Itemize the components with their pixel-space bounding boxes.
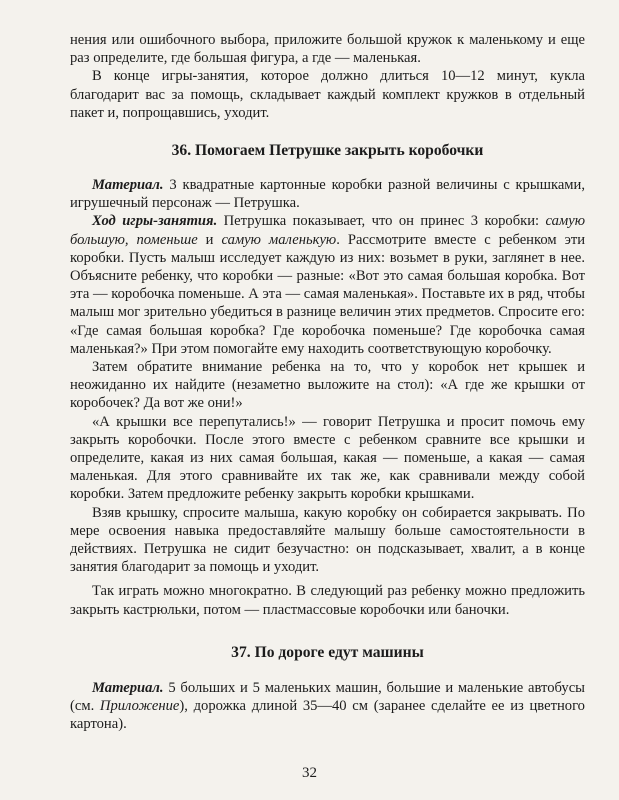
page-content: [70, 31, 585, 734]
material-text: ), дорожка длиной 35—40 см (заранее сделайте ее из цветного картона).: [70, 698, 585, 733]
section-title-36: 36. Помогаем Петрушке закрыть коробочки: [171, 142, 484, 160]
material-paragraph: [70, 176, 585, 212]
text-paragraph: Взяв крышку, спросите малыша, какую коробку он собирается закрывать. По мере освоения навыка предоставляйте малышу больше самостоятельности в действиях. Петрушка не сидит безучастно: он подсказывает, хвалит, а в конце занятия благодарит за помощь и уходит.: [70, 504, 585, 576]
material-label: Материал.: [92, 679, 164, 696]
text-paragraph: Так играть можно многократно. В следующий раз ребенку можно предложить закрыть кастрюльки, потом — пластмассовые коробочки или баночки.: [70, 583, 585, 618]
text-paragraph: В конце игры-занятия, которое должно длиться 10—12 минут, кукла благодарит вас за помощь, складывает каждый комплект кружков в отдельный пакет и, попрощавшись, уходит.: [70, 68, 585, 121]
material-text: 3 квадратные картонные коробки разной величины с крышками, игрушечный персонаж — Петрушка.: [70, 177, 585, 212]
material-label: Материал.: [92, 177, 164, 194]
course-text: Петрушка показывает, что он принес 3 коробки:: [217, 213, 546, 230]
course-text: и: [197, 231, 222, 248]
section-title-37: 37. По дороге едут машины: [231, 643, 424, 661]
material-emphasis: Приложение: [99, 698, 180, 715]
course-emphasis: самую маленькую: [221, 231, 337, 248]
course-label: Ход игры-занятия.: [92, 213, 218, 230]
course-paragraph: [70, 212, 585, 358]
material-text: 5 больших и 5 маленьких машин, большие и маленькие автобусы (см.: [70, 679, 585, 715]
page-number: 32: [302, 765, 317, 781]
text-paragraph: Затем обратите внимание ребенка на то, что у коробок нет крышек и неожиданно их найдите (незаметно выложите на стол): «А где же крышки от коробочек? Да вот же они!»: [70, 359, 585, 412]
material-paragraph: [70, 679, 585, 734]
course-emphasis: самую большую, поменьше: [70, 213, 586, 248]
text-paragraph: нения или ошибочного выбора, приложите большой кружок к маленькому и еще раз определите, где большая фигура, а где — маленькая.: [70, 32, 585, 67]
course-text: . Рассмотрите вместе с ребенком эти коробки. Пусть малыш исследует каждую из них: возьмет в руки, заглянет в нее. Объясните ребенку, что коробки — разные: «Вот это самая большая коробка. Вот эта — коробочка поменьше. А эта — самая маленькая». Поставьте их в ряд, чтобы малыш мог зрительно убедиться в разнице величин этих предметов. Спросите его: «Где самая большая коробка? Где коробочка поменьше? Где коробочка самая маленькая?» При этом помогайте ему находить соответствующую коробочку.: [70, 231, 586, 357]
text-paragraph: «А крышки все перепутались!» — говорит Петрушка и просит помочь ему закрыть коробочки. После этого вместе с ребенком сравните все крышки и определите, какая из них самая большая, какая — поменьше, а какая — самая маленькая. Для этого сравнивайте их так же, как сравнивали между собой коробки. Затем предложите ребенку закрыть коробки крышками.: [70, 413, 585, 503]
